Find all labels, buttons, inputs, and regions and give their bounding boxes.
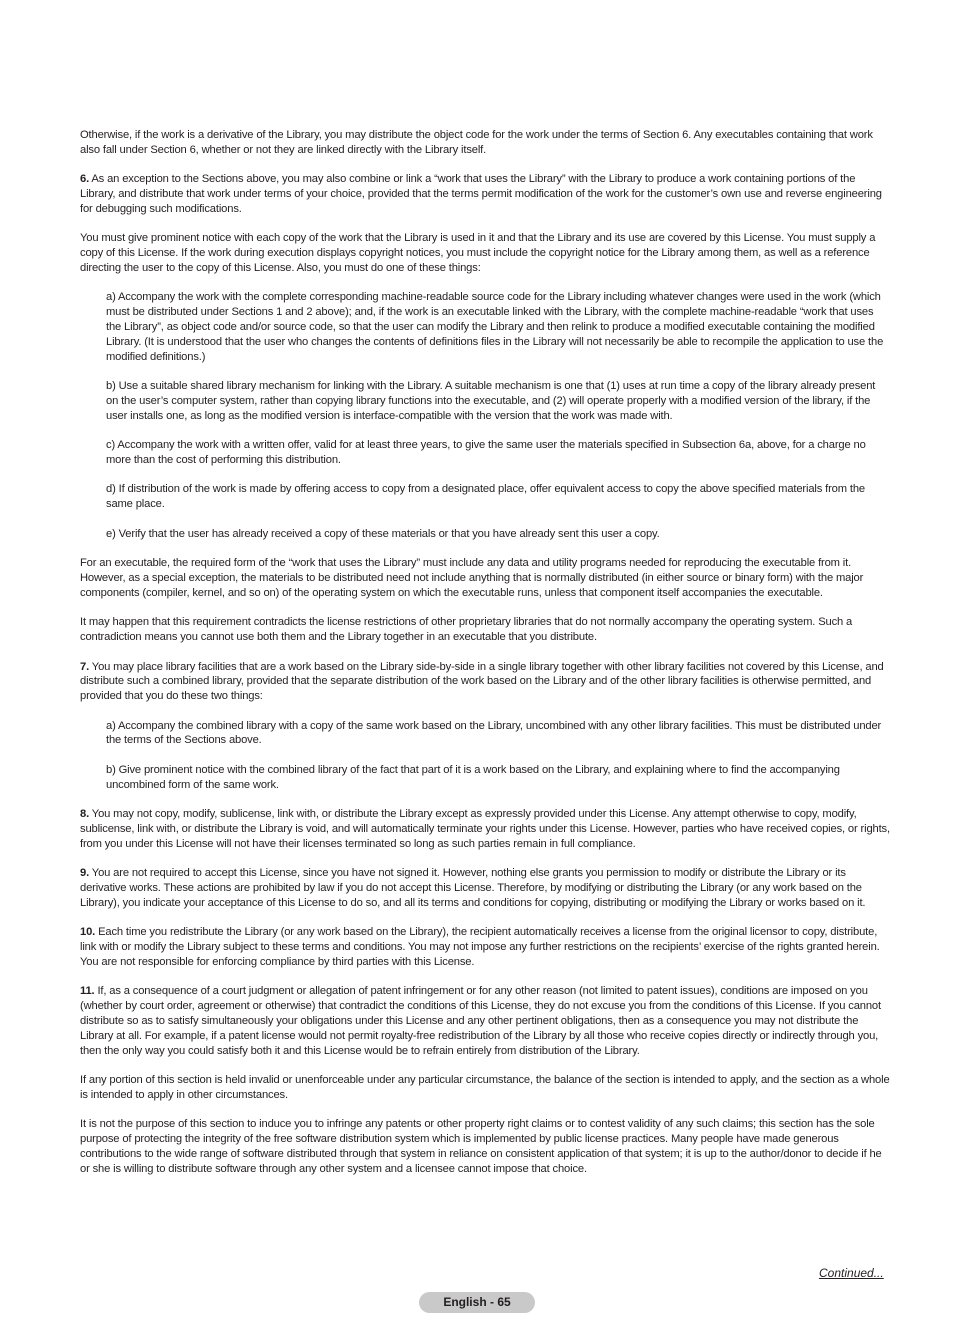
section-number: 9.	[80, 867, 90, 880]
paragraph-section-9: 9. You are not required to accept this License, since you have not signed it. However, nothing else grants you permission to modify or distribute the Library or its derivative works. These actions are prohibited by law if you do not accept this License. Therefore, by modifying or distributing the Library (or any work based on the Library), you indicate your acceptance of this License to do so, and all its terms and conditions for copying, distributing or modifying the Library or works based on it.	[80, 867, 866, 909]
page-number-badge: English - 65	[419, 1292, 535, 1313]
paragraph: If any portion of this section is held invalid or unenforceable under any particular circumstance, the balance of the section is intended to apply, and the section as a whole is intended to apply in other circumstances.	[80, 1074, 890, 1101]
sub-item-b: b) Give prominent notice with the combined library of the fact that part of it is a work based on the Library, and explaining where to find the accompanying uncombined form of the same work.	[106, 763, 840, 791]
paragraph-section-6: 6. As an exception to the Sections above, you may also combine or link a “work that uses the Library” with the Library to produce a work containing portions of the Library, and distribute that work under terms of your choice, provided that the terms permit modification of the work for the customer’s own use and reverse engineering for debugging such modifications.	[80, 173, 882, 215]
sub-item-d: d) If distribution of the work is made by offering access to copy from a designated place, offer equivalent access to copy the above specified materials from the same place.	[106, 483, 865, 511]
section-number: 10.	[80, 926, 96, 939]
section-number: 7.	[80, 660, 90, 673]
paragraph: You must give prominent notice with each copy of the work that the Library is used in it and that the Library and its use are covered by this License. You must supply a copy of this License. If the work during execution displays copyright notices, you must include the copyright notice for the Library among them, as well as a reference directing the user to the copy of this License. Also, you must do one of these things:	[80, 232, 876, 274]
sub-item-a: a) Accompany the combined library with a copy of the same work based on the Library, uncombined with any other library facilities. This must be distributed under the terms of the Sections above.	[106, 719, 882, 747]
paragraph-section-11: 11. If, as a consequence of a court judgment or allegation of patent infringement or for any other reason (not limited to patent issues), conditions are imposed on you (whether by court order, agreement or otherwise) that contradict the conditions of this License, they do not excuse you from the conditions of this License. If you cannot distribute so as to satisfy simultaneously your obligations under this License and any other pertinent obligations, then as a consequence you may not distribute the Library at all. For example, if a patent license would not permit royalty-free redistribution of the Library by all those who receive copies directly or indirectly through you, then the only way you could satisfy both it and this License would be to refrain entirely from distribution of the Library.	[80, 985, 881, 1057]
section-number: 11.	[80, 985, 95, 998]
sub-item-b: b) Use a suitable shared library mechanism for linking with the Library. A suitable mechanism is one that (1) uses at run time a copy of the library already present on the user’s computer system, rather than copying library functions into the executable, and (2) will operate properly with a modified version of the library, if the user installs one, as long as the modified version is interface-compatible with the version that the work was made with.	[106, 380, 876, 422]
paragraph: It may happen that this requirement contradicts the license restrictions of other proprietary libraries that do not normally accompany the operating system. Such a contradiction means you cannot use both them and the Library together in an executable that you distribute.	[80, 616, 853, 644]
paragraph-section-7: 7. You may place library facilities that are a work based on the Library side-by-side in a single library together with other library facilities not covered by this License, and distribute such a combined library, provided that the separate distribution of the work based on the Library and of the other library facilities is otherwise permitted, and provided that you do these two things:	[80, 660, 884, 703]
paragraph: Otherwise, if the work is a derivative of the Library, you may distribute the object code for the work under the terms of Section 6. Any executables containing that work also fall under Section 6, whether or not they are linked directly with the Library itself.	[80, 129, 873, 156]
paragraph: It is not the purpose of this section to induce you to infringe any patents or other property right claims or to contest validity of any such claims; this section has the sole purpose of protecting the integrity of the free software distribution system which is implemented by public license practices. Many people have made generous contributions to the wide range of software distributed through that system in reliance on consistent application of that system; it is up to the author/donor to decide if he or she is willing to distribute software through any other system and a licensee cannot impose that choice.	[80, 1118, 882, 1175]
paragraph: For an executable, the required form of the “work that uses the Library” must include any data and utility programs needed for reproducing the executable from it. However, as a special exception, the materials to be distributed need not include anything that is normally distributed (in either source or binary form) with the major components (compiler, kernel, and so on) of the operating system on which the executable runs, unless that component itself accompanies the executable.	[80, 557, 864, 599]
sub-item-e: e) Verify that the user has already received a copy of these materials or that you have already sent this user a copy.	[106, 527, 660, 540]
section-number: 6.	[80, 173, 90, 186]
sub-item-a: a) Accompany the work with the complete corresponding machine-readable source code for the Library including whatever changes were used in the work (which must be distributed under Sections 1 and 2 above); and, if the work is an executable linked with the Library, with the complete machine-readable “work that uses the Library”, as object code and/or source code, so that the user can modify the Library and then relink to produce a modified executable containing the modified Library. (It is understood that the user who changes the contents of definitions files in the Library will not necessarily be able to recompile the application to use the modified definitions.)	[106, 291, 884, 363]
sub-item-c: c) Accompany the work with a written offer, valid for at least three years, to give the same user the materials specified in Subsection 6a, above, for a charge no more than the cost of performing this distribution.	[106, 439, 866, 466]
paragraph-section-10: 10. Each time you redistribute the Library (or any work based on the Library), the recipient automatically receives a license from the original licensor to copy, distribute, link with or modify the Library subject to these terms and conditions. You may not impose any further restrictions on the recipients’ exercise of the rights granted herein. You are not responsible for enforcing compliance by third parties with this License.	[80, 926, 880, 968]
license-text	[80, 128, 890, 1191]
section-number: 8.	[80, 808, 90, 821]
continued-label: Continued...	[819, 1266, 884, 1280]
paragraph-section-8: 8. You may not copy, modify, sublicense, link with, or distribute the Library except as expressly provided under this License. Any attempt otherwise to copy, modify, sublicense, link with, or distribute the Library is void, and will automatically terminate your rights under this License. However, parties who have received copies, or rights, from you under this License will not have their licenses terminated so long as such parties remain in full compliance.	[80, 808, 890, 850]
